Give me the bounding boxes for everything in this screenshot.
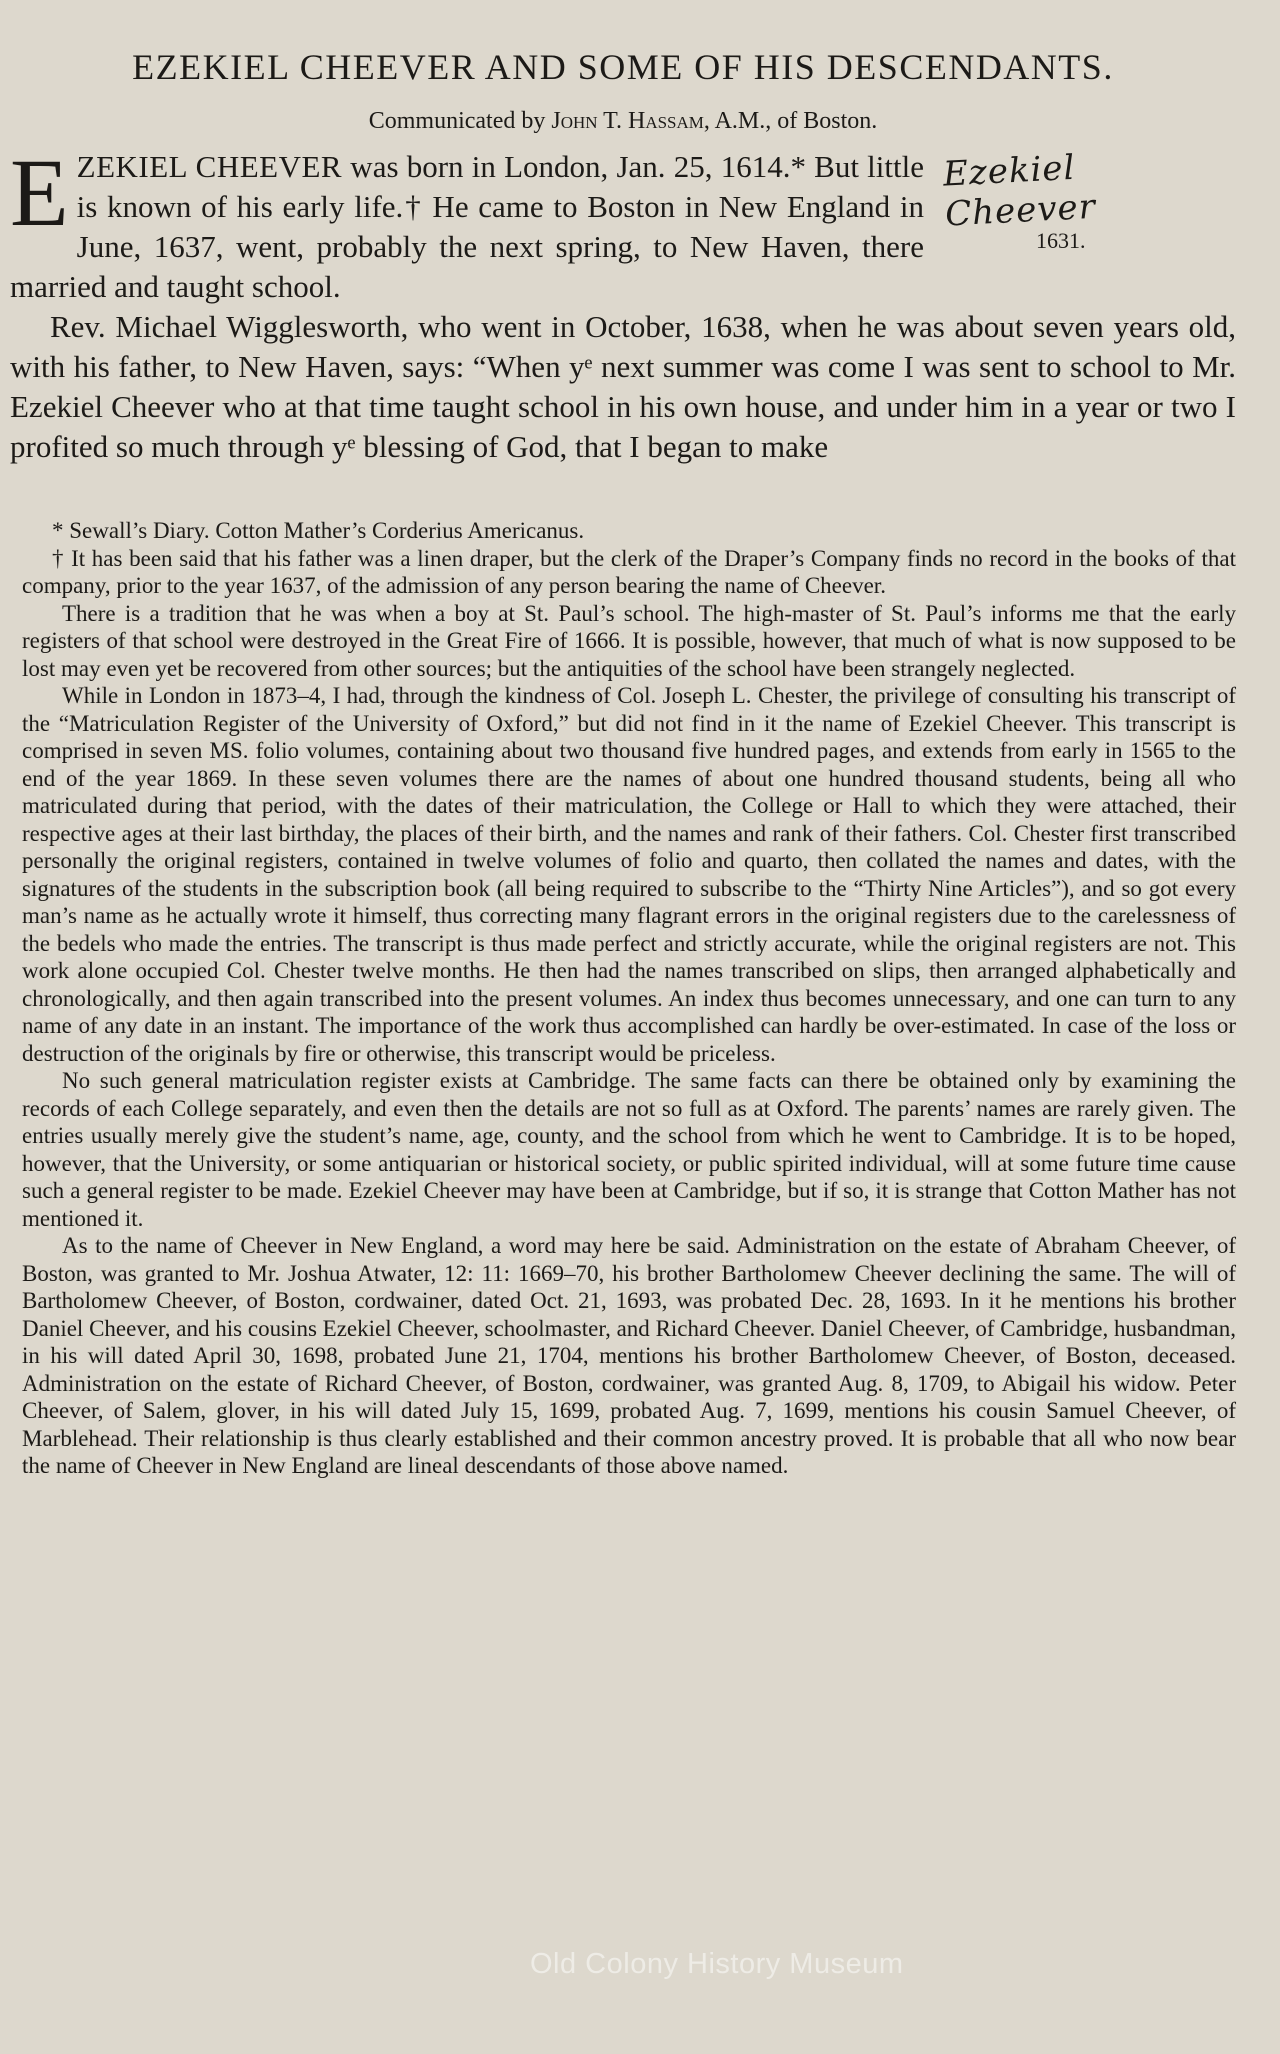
- watermark: Old Colony History Museum: [530, 1948, 904, 1980]
- signature-block: [936, 147, 1236, 259]
- note-paragraph-1: There is a tradition that he was when a boy at St. Paul’s school. The high-master of St. Paul’s informs me that the early registers of that school were destroyed in the Great Fire of 1666. It is possible, however, that much of what is now supposed to be lost may even yet be recovered from other sources; but the antiquities of the school have been strangely neglected.: [22, 600, 1236, 681]
- byline-author: John T. Hassam: [551, 108, 704, 134]
- signature-year: 1631.: [1036, 228, 1086, 253]
- handwritten-signature: Ezekiel Cheever: [942, 147, 1097, 235]
- lead-name: ZEKIEL CHEEVER: [76, 149, 343, 184]
- byline-prefix: Communicated by: [368, 108, 552, 134]
- byline: [10, 108, 1236, 135]
- lead-text-2: Rev. Michael Wigglesworth, who went in October, 1638, when he was about seven years old, with his father, to New Haven, says: “When yᵉ next summer was come I was sent to school to Mr. Ezekiel Cheever who at that time taught school in his own house, and under him in a year or two I profited so much through yᵉ blessing of God, that I began to make: [10, 309, 1236, 464]
- byline-suffix: , A.M., of Boston.: [703, 108, 878, 134]
- note-paragraph-3: No such general matriculation register exists at Cambridge. The same facts can there be obtained only by examining the records of each College separately, and even then the details are not so full as at Oxford. The parents’ names are rarely given. The entries usually merely give the student’s name, age, county, and the school from which he went to Cambridge. It is to be hoped, however, that the University, or some antiquarian or historical society, or public spirited individual, will at some future time cause such a general register to be made. Ezekiel Cheever may have been at Cambridge, but if so, it is strange that Cotton Mather has not mentioned it.: [22, 1068, 1236, 1231]
- note-paragraph-4: As to the name of Cheever in New England, a word may here be said. Administration on the estate of Abraham Cheever, of Boston, was granted to Mr. Joshua Atwater, 12: 11: 1669–70, his brother Bartholomew Cheever declining the same. The will of Bartholomew Cheever, of Boston, cordwainer, dated Oct. 21, 1693, was probated Dec. 28, 1693. In it he mentions his brother Daniel Cheever, and his cousins Ezekiel Cheever, schoolmaster, and Richard Cheever. Daniel Cheever, of Cambridge, husbandman, in his will dated April 30, 1698, probated June 21, 1704, mentions his brother Bartholomew Cheever, of Boston, deceased. Administration on the estate of Richard Cheever, of Boston, cordwainer, was granted Aug. 8, 1709, to Abigail his widow. Peter Cheever, of Salem, glover, in his will dated July 15, 1699, probated Aug. 7, 1699, mentions his cousin Samuel Cheever, of Marblehead. Their relationship is thus clearly established and their common ancestry proved. It is probable that all who now bear the name of Cheever in New England are lineal descendants of those above named.: [22, 1233, 1236, 1478]
- drop-cap: E: [10, 139, 69, 246]
- article-title: EZEKIEL CHEEVER AND SOME OF HIS DESCENDANTS.: [132, 47, 1114, 87]
- section-gap: [10, 467, 1236, 517]
- note-paragraph-2: While in London in 1873–4, I had, through the kindness of Col. Joseph L. Chester, the privilege of consulting his transcript of the “Matriculation Register of the University of Oxford,” but did not find in it the name of Ezekiel Cheever. This transcript is comprised in seven MS. folio volumes, containing about two thousand five hundred pages, and extends from early in 1565 to the end of the year 1869. In these seven volumes there are the names of about one hundred thousand students, being all who matriculated during that period, with the dates of their matriculation, the College or Hall to which they were attached, their respective ages at their last birthday, the places of their birth, and the names and rank of their fathers. Col. Chester first transcribed personally the original registers, contained in twelve volumes of folio and quarto, then collated the names and dates, with the signatures of the students in the subscription book (all being required to subscribe to the “Thirty Nine Articles”), and so got every man’s name as he actually wrote it himself, thus correcting many flagrant errors in the original registers due to the carelessness of the bedels who made the entries. The transcript is thus made perfect and strictly accurate, while the original registers are not. This work alone occupied Col. Chester twelve months. He then had the names transcribed on slips, then arranged alphabetically and chronologically, and then again transcribed into the present volumes. An index thus becomes unnecessary, and one can turn to any name of any date in an instant. The importance of the work thus accomplished can hardly be over-estimated. In case of the loss or destruction of the originals by fire or otherwise, this transcript would be priceless.: [22, 683, 1236, 1066]
- footnote-1: * Sewall’s Diary. Cotton Mather’s Corderius Americanus.: [52, 518, 585, 543]
- footnote-2: † It has been said that his father was a linen draper, but the clerk of the Draper’s Company finds no record in the books of that company, prior to the year 1637, of the admission of any person bearing the name of Cheever.: [22, 545, 1236, 598]
- notes-section: [22, 517, 1236, 1480]
- lead-section: [10, 139, 1236, 467]
- lead-text-1: was born in London, Jan. 25, 1614.* But little is known of his early life.† He came to Boston in New England in June, 1637, went, probably the next spring, to New Haven, there married and taught school.: [10, 149, 924, 304]
